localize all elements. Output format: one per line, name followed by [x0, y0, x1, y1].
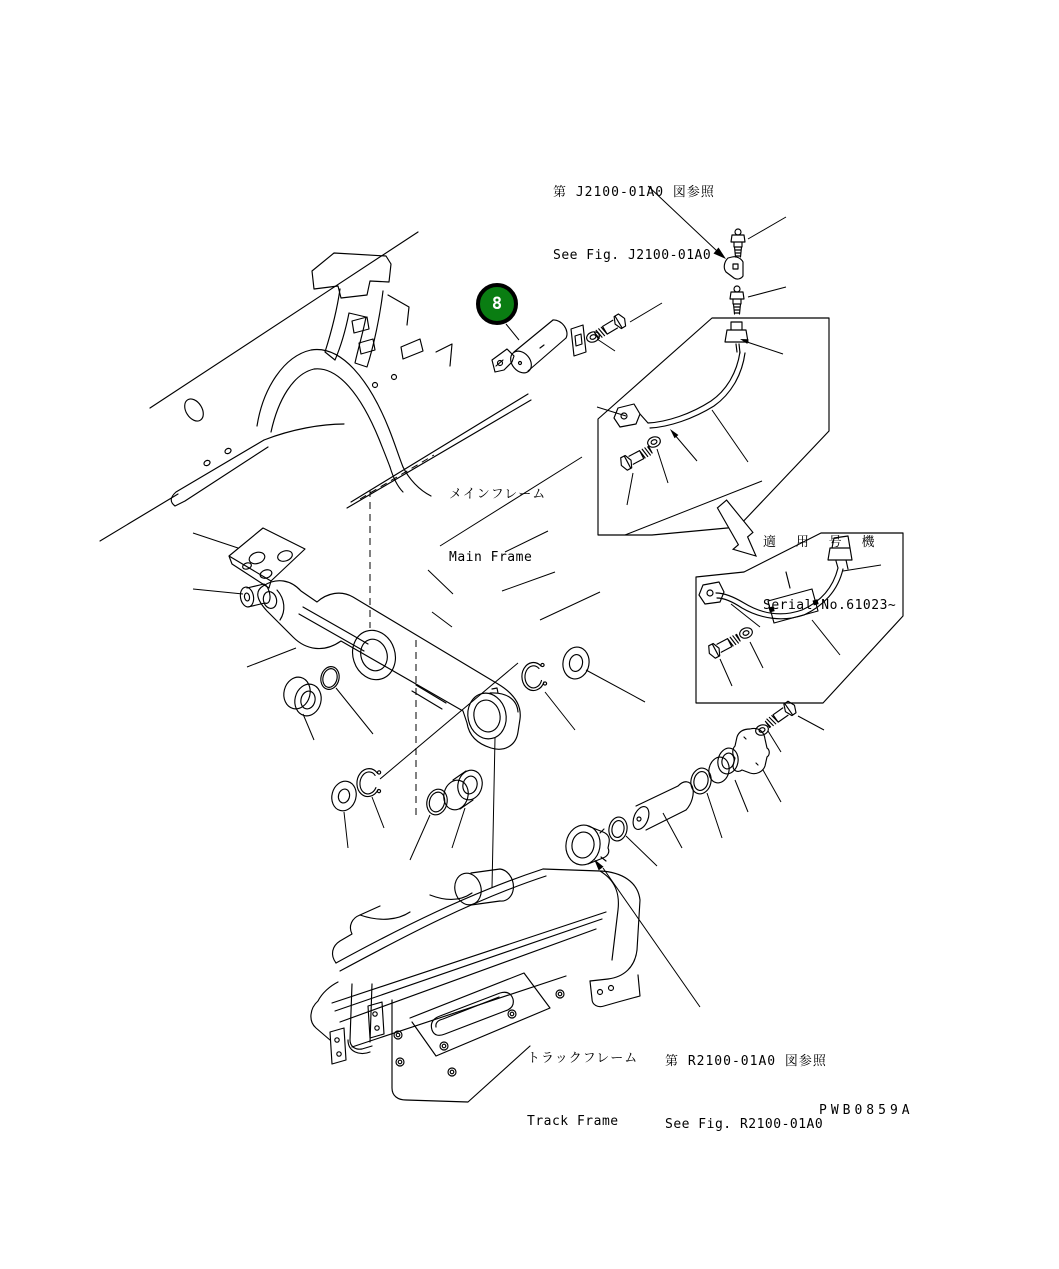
fig-ref-top-label	[553, 140, 715, 308]
cylinder-assembly	[492, 312, 628, 377]
serial-note-jp: 適 用 号 機	[763, 535, 881, 550]
grease-fittings-top	[724, 229, 745, 314]
track-frame-en: Track Frame	[527, 1114, 619, 1129]
grease-fitting-lower	[730, 286, 744, 314]
box2-washer	[738, 626, 754, 640]
main-frame-label	[449, 442, 546, 610]
bottom-exploded-parts	[329, 767, 486, 817]
fig-ref-bottom-label	[665, 1009, 827, 1177]
drawing-number: PWB0859A	[819, 1103, 914, 1118]
guide-lines	[360, 455, 434, 818]
right-exploded-parts	[522, 645, 799, 832]
fig-ref-bottom-en: See Fig. R2100-01A0	[665, 1117, 824, 1132]
fig-ref-top-en: See Fig. J2100-01A0	[553, 248, 712, 263]
fig-ref-bottom-jp: 第 R2100-01A0 図参照	[665, 1054, 827, 1069]
track-frame-label	[527, 1006, 638, 1174]
box2-bolt	[706, 632, 742, 660]
arrowhead-fig-r2100	[594, 859, 604, 870]
grease-fitting-upper	[731, 229, 745, 257]
arrowhead-hose-end	[670, 429, 678, 438]
track-frame-jp: トラックフレーム	[527, 1051, 639, 1066]
serial-applicability-label	[763, 490, 896, 658]
cylinder-bolt	[593, 312, 628, 341]
pivot-collar	[563, 816, 629, 868]
main-frame-jp: メインフレーム	[449, 487, 547, 502]
cover-bolt	[763, 700, 798, 730]
serial-note-en: Serial No.61023~	[763, 598, 897, 613]
fig-ref-top-jp: 第 J2100-01A0 図参照	[553, 185, 715, 200]
part-callout-8[interactable]: 8	[476, 283, 518, 325]
main-frame-en: Main Frame	[449, 550, 533, 565]
fitting-clip-bracket	[724, 257, 743, 279]
snap-ring-lower	[355, 767, 383, 798]
left-bushing-parts	[281, 665, 342, 719]
box1-bolt	[618, 444, 654, 472]
snap-ring-upper	[522, 663, 547, 691]
